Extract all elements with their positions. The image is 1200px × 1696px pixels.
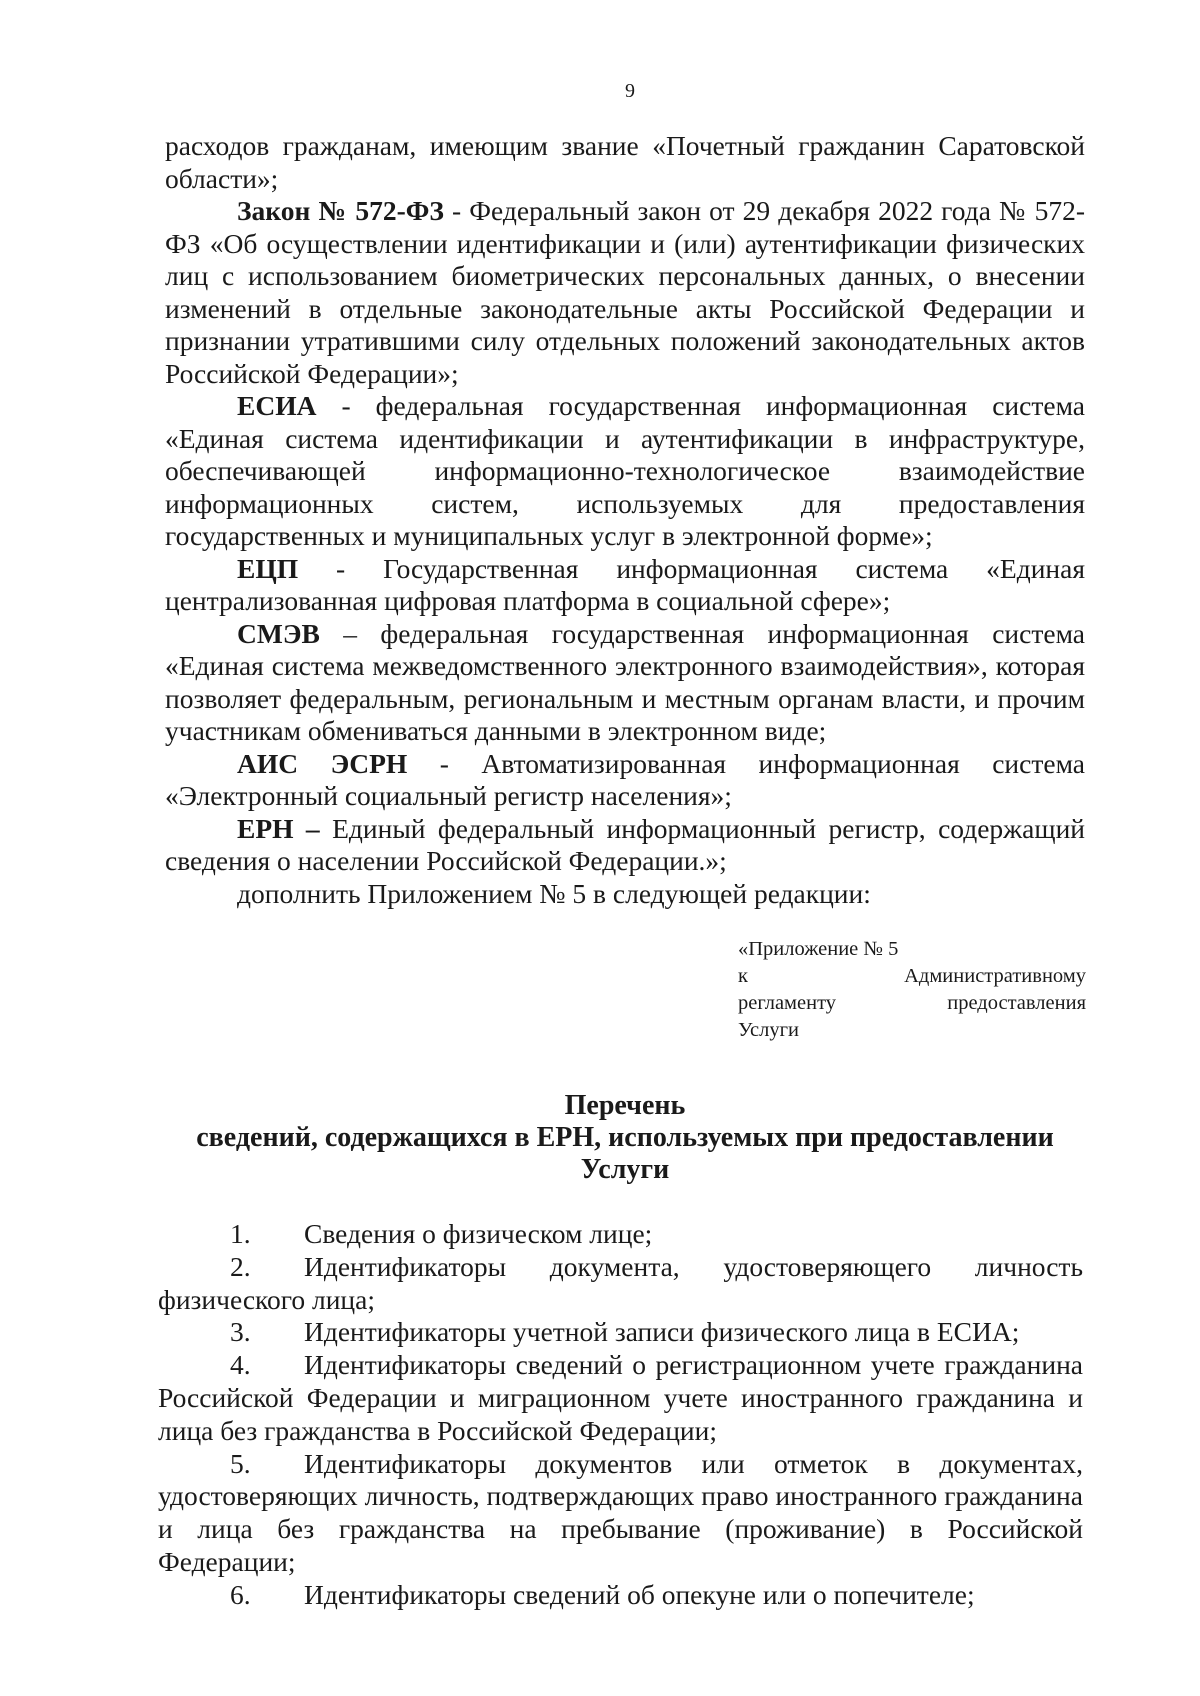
appendix-header [738,936,1086,1044]
definitions-section [165,130,1085,910]
definition-ecp [165,553,1085,618]
appendix-title: «Приложение № 5 [738,938,899,960]
list-item [158,1349,1083,1447]
list-item-text: Идентификаторы документа, удостоверяющего личность физического лица; [158,1250,1083,1315]
definition-text: Единый федеральный информационный регистр, содержащий сведения о населении Российской Федерации.»; [165,812,1085,876]
list-item [158,1251,1083,1317]
definition-law-572 [165,195,1085,390]
list-item-number: 1. [230,1218,251,1249]
heading-line: Услуги [580,1154,670,1185]
definition-text: - Автоматизированная информационная система «Электронный социальный регистр населения»; [165,747,1085,811]
information-list [158,1218,1083,1612]
definition-term: Закон № 572-ФЗ [237,195,444,226]
heading-line: сведений, содержащихся в ЕРН, используемых при предоставлении [196,1122,1054,1153]
definition-term: ЕРН – [237,812,320,844]
list-item [158,1316,1083,1349]
definition-ern [165,813,1085,878]
definition-text: - Федеральный закон от 29 декабря 2022 года № 572-ФЗ «Об осуществлении идентификации и (или) аутентификации физических лиц с использованием биометрических персональных данных, о внесении изменений в отдельные законодательные акты Российской Федерации и признании утратившими силу отдельных положений законодательных актов Российской Федерации»; [165,195,1085,389]
list-item-number: 2. [230,1250,251,1282]
definition-smev [165,618,1085,748]
list-heading [155,1090,1095,1186]
list-item-text: Идентификаторы учетной записи физического лица в ЕСИА; [304,1316,1020,1348]
definition-text: - Государственная информационная система «Единая централизованная цифровая платформа в социальной сфере»; [165,552,1085,616]
definition-esia [165,390,1085,553]
definition-term: СМЭВ [237,617,320,649]
definition-term: АИС ЭСРН [237,747,408,779]
list-item-number: 5. [230,1447,251,1479]
definition-text: - федеральная государственная информационная система «Единая система идентификации и аутентификации в инфраструктуре, обеспечивающей информационно-технологическое взаимодействие информационных систем, используемых для предоставления государственных и муниципальных услуг в электронной форме»; [165,390,1085,551]
appendix-line: к Административному [738,965,1086,987]
amendment-instruction [165,878,1085,911]
appendix-line: регламенту предоставления [738,992,1086,1014]
definition-ais-esrn [165,748,1085,813]
list-item-text: Идентификаторы документов или отметок в документах, удостоверяющих личность, подтверждающих право иностранного гражданина и лица без гражданства на пребывание (проживание) в Российской Федерации; [158,1447,1083,1577]
list-item [158,1448,1083,1579]
list-item-text: Сведения о физическом лице; [304,1218,653,1249]
list-item-number: 3. [230,1316,251,1348]
list-item-number: 6. [230,1578,251,1610]
appendix-line: Услуги [738,1019,800,1041]
definition-term: ЕСИА [237,390,317,421]
paragraph-text: расходов гражданам, имеющим звание «Почетный гражданин Саратовской области»; [165,130,1085,194]
page-number: 9 [625,80,635,102]
heading-line: Перечень [564,1090,686,1121]
list-item-number: 4. [230,1349,251,1381]
paragraph-continuation [165,130,1085,195]
definition-term: ЕЦП [237,552,299,584]
definition-text: – федеральная государственная информационная система «Единая система межведомственного электронного взаимодействия», которая позволяет федеральным, региональным и местным органам власти, и прочим участникам обмениваться данными в электронном виде; [165,617,1085,746]
list-item-text: Идентификаторы сведений о регистрационном учете гражданина Российской Федерации и миграционном учете иностранного гражданина и лица без гражданства в Российской Федерации; [158,1349,1083,1446]
list-item-text: Идентификаторы сведений об опекуне или о попечителе; [304,1578,975,1610]
list-item [158,1579,1083,1612]
list-item [158,1218,1083,1251]
paragraph-text: дополнить Приложением № 5 в следующей редакции: [237,877,871,909]
